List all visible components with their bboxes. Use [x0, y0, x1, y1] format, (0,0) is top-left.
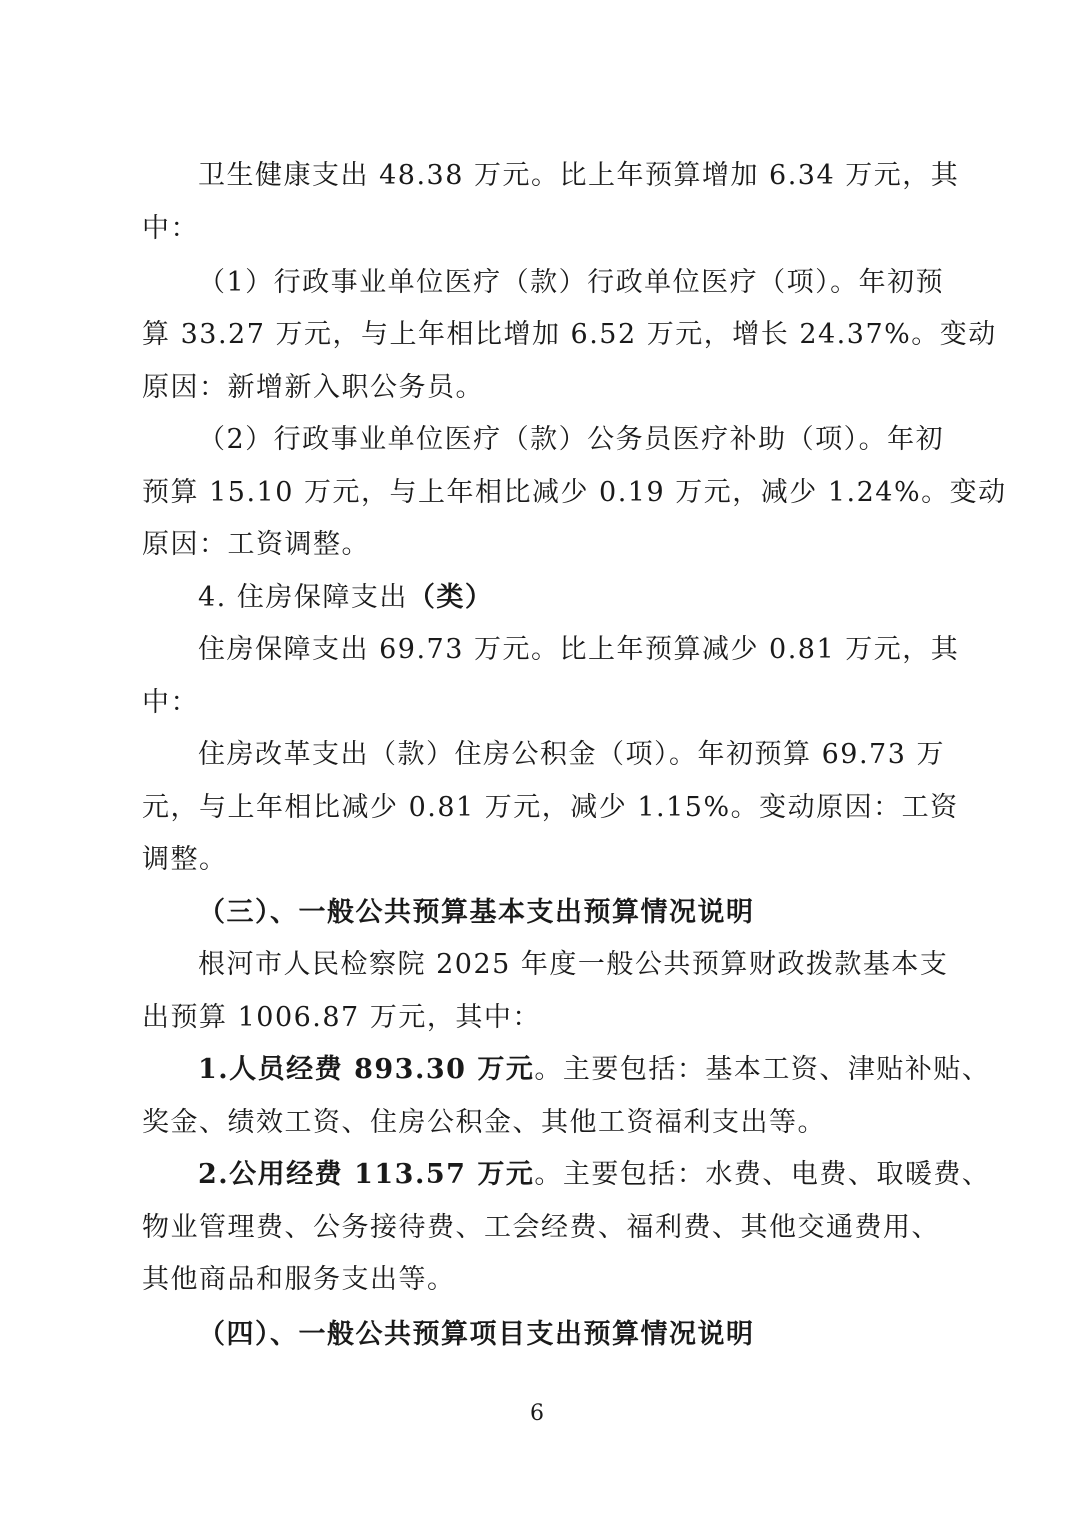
heading-text: 4. 住房保障支出 [198, 582, 408, 613]
section-heading: （三）、一般公共预算基本支出预算情况说明 [198, 897, 755, 928]
paragraph-line: 预算 15.10 万元，与上年相比减少 0.19 万元，减少 1.24%。变动 [142, 477, 1007, 508]
paragraph-line: 奖金、绩效工资、住房公积金、其他工资福利支出等。 [142, 1107, 826, 1138]
section-heading: （四）、一般公共预算项目支出预算情况说明 [198, 1319, 755, 1350]
personnel-cost-label: 1.人员经费 893.30 万元 [198, 1054, 535, 1085]
paragraph-line: 物业管理费、公务接待费、工会经费、福利费、其他交通费用、 [142, 1212, 940, 1243]
paragraph-line: 根河市人民检察院 2025 年度一般公共预算财政拨款基本支 [198, 949, 949, 980]
paragraph-line: 原因：工资调整。 [142, 529, 370, 560]
page-number: 6 [530, 1401, 544, 1426]
paragraph-line: 元，与上年相比减少 0.81 万元，减少 1.15%。变动原因：工资 [142, 792, 959, 823]
paragraph-line: 调整。 [142, 844, 228, 875]
paragraph-line: （1）行政事业单位医疗（款）行政单位医疗（项）。年初预 [198, 267, 945, 298]
section-heading [198, 580, 998, 616]
public-cost-label: 2.公用经费 113.57 万元 [198, 1159, 535, 1190]
paragraph-line: 算 33.27 万元，与上年相比增加 6.52 万元，增长 24.37%。变动 [142, 319, 997, 350]
paragraph-line: 其他商品和服务支出等。 [142, 1264, 456, 1295]
paragraph-line: 原因：新增新入职公务员。 [142, 372, 484, 403]
paragraph-line: （2）行政事业单位医疗（款）公务员医疗补助（项）。年初 [198, 424, 945, 455]
paragraph-line: 中： [142, 687, 199, 718]
public-cost-detail: 。主要包括：水费、电费、取暖费、 [534, 1159, 991, 1190]
heading-category: （类） [407, 582, 494, 613]
paragraph-line [198, 1157, 998, 1193]
paragraph-line: 卫生健康支出 48.38 万元。比上年预算增加 6.34 万元，其 [198, 160, 960, 191]
paragraph-line: 出预算 1006.87 万元，其中： [142, 1002, 541, 1033]
paragraph-line: 住房改革支出（款）住房公积金（项）。年初预算 69.73 万 [198, 739, 945, 770]
personnel-cost-detail: 。主要包括：基本工资、津贴补贴、 [534, 1054, 991, 1085]
paragraph-line: 中： [142, 213, 199, 244]
paragraph-line [198, 1052, 998, 1088]
paragraph-line: 住房保障支出 69.73 万元。比上年预算减少 0.81 万元，其 [198, 634, 960, 665]
